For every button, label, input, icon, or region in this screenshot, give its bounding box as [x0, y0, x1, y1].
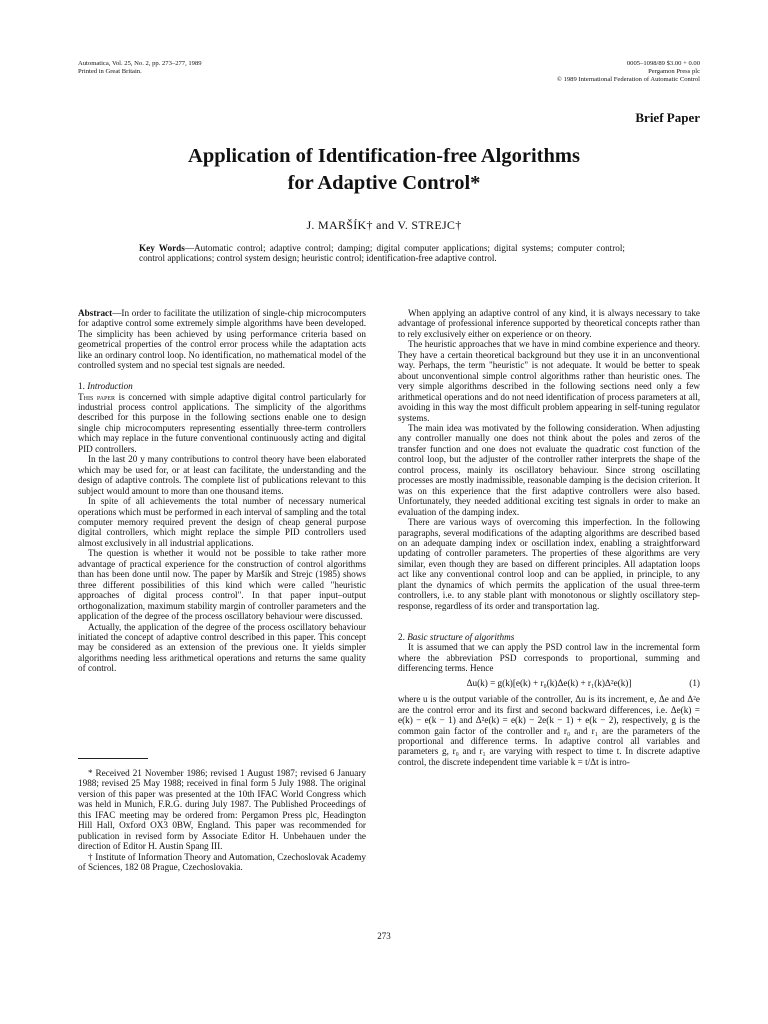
abstract-label: Abstract: [78, 308, 113, 318]
footnotes: [78, 768, 366, 873]
right-column: [398, 308, 700, 767]
title-line-1: Application of Identification-free Algorithms: [188, 145, 580, 167]
paragraph: The main idea was motivated by the following consideration. When adjusting any controller manually one does not think about the poles and zeros of the transfer function and one does not evaluate the quadratic cost function of the control loop, but the adjuster of the controller rather interprets the shape of the control process, mainly its oscillatory behaviour. Since strong oscillating processes are mostly inadmissible, reasonable damping is the decision criterion. It was on this experience that the first adaptive controllers were also based. Unfortunately, they needed additional exciting test signals in order to make an evaluation of the damping index.: [398, 422, 700, 517]
printed-location: Printed in Great Britain.: [78, 68, 142, 75]
paragraph: where u is the output variable of the controller, Δu is its increment, e, Δe and Δ²e are the control error and its first and second backward differences, i.e. Δe(k) = e(k) − e(k − 1) and Δ²e(k) = e(k) − 2e(k − 1) + e(k − 2), respectively, g is the common gain factor of the controller and r₀ and r₁ are the parameters of the proportional and difference terms. In adaptive control all variables and parameters g, r₀ and r₁ are varying with respect to time t. In discrete adaptive control, the discrete independent time variable k = t/Δt is intro-: [398, 694, 700, 767]
paragraph: The question is whether it would not be possible to take rather more advantage of practical experience for the construction of control algorithms than has been done until now. The paper by Maršík and Strejc (1985) shows three different possibilities of this kind which were called "heuristic approaches of digital process control". In that paper input–output orthogonalization, maximum stability margin of controller parameters and the application of the degree of the process oscillatory behaviour were discussed.: [78, 548, 366, 622]
equation-text: Δu(k) = g(k)[e(k) + r₀(k)Δe(k) + r₁(k)Δ²e(k)]: [466, 677, 632, 688]
section-1-title: Introduction: [87, 381, 133, 392]
keywords-text: —Automatic control; adaptive control; damping; digital computer applications; digital systems; computer control; control applications; control system design; heuristic control; identification-free adaptive control.: [139, 243, 625, 264]
paper-title: [0, 143, 768, 197]
keywords-label: Key Words: [139, 243, 185, 253]
abstract: [78, 308, 366, 371]
equation-1: [398, 678, 700, 688]
keywords: [139, 243, 625, 264]
footnote-institute: † Institute of Information Theory and Automation, Czechoslovak Academy of Sciences, 182 08 Prague, Czechoslovakia.: [78, 851, 366, 873]
article-type: Brief Paper: [635, 110, 700, 125]
paragraph: There are various ways of overcoming this imperfection. In the following paragraphs, several modifications of the adapting algorithms are described based on an adequate damping index or oscillation index, enabling a straightforward updating of controller parameters. The properties of these algorithms are very similar, even though they are based on different principles. All adaptation loops act like any conventional control loop and can be applied, in principle, to any plant the dynamics of which permits the application of the usual three-term controllers, i.e. to any stable plant with monotonous or slightly oscillatory step-response, regardless of its order and transportation lag.: [398, 517, 700, 611]
publisher: Pergamon Press plc: [648, 68, 700, 75]
footnote-received: * Received 21 November 1986; revised 1 August 1987; revised 6 January 1988; revised 25 May 1988; received in final form 5 July 1988. The original version of this paper was presented at the 10th IFAC World Congress which was held in Munich, F.R.G. during July 1987. The Published Proceedings of this IFAC meeting may be ordered from: Pergamon Press plc, Headington Hill Hall, Oxford OX3 0BW, England. This paper was recommended for publication in revised form by Associate Editor H. Unbehauen under the direction of Editor H. Austin Spang III.: [78, 768, 366, 852]
paragraph: In spite of all achievements the total number of necessary numerical operations which must be performed in each interval of sampling and the total computer memory required prevent the design of cheap general purpose digital controllers, which might replace the simple PID controllers used almost exclusively in all industrial applications.: [78, 496, 366, 548]
title-line-2: for Adaptive Control*: [287, 172, 481, 194]
abstract-text: —In order to facilitate the utilization of single-chip microcomputers for adaptive control some extremely simple algorithms have been developed. The simplicity has been achieved by using performance criteria based on geometrical properties of the control error process while the adaptation acts like an ordinary control loop. No identification, no mathematical model of the controlled system and no special test signals are needed.: [78, 308, 366, 371]
lead-in: This paper: [78, 391, 116, 402]
paragraph: This paper is concerned with simple adaptive digital control particularly for industrial process control applications. The simplicity of the algorithms described for this purpose in the following sections enable one to design single chip microcomputers representing essentially three-term controllers which may replace in the future conventional continuously acting and digital PID controllers.: [78, 391, 366, 454]
paragraph: In the last 20 y many contributions to control theory have been elaborated which may be used for, or at least can facilitate, the understanding and the design of adaptive controls. The complete list of publications relevant to this subject would amount to more than one thousand items.: [78, 454, 366, 496]
section-1-heading: 1. Introduction: [78, 381, 133, 392]
authors: J. MARŠÍK† and V. STREJC†: [306, 218, 462, 232]
footnote-rule: [78, 758, 148, 759]
paragraph: When applying an adaptive control of any kind, it is always necessary to take advantage of professional inference supported by theoretical concepts rather than to rely exclusively either on experience or on theory.: [398, 308, 700, 339]
journal-citation: Automatica, Vol. 25, No. 2, pp. 273–277, 1989: [78, 60, 202, 67]
paragraph: It is assumed that we can apply the PSD control law in the incremental form where the abbreviation PSD corresponds to proportional, summing and differencing terms. Hence: [398, 642, 700, 674]
left-column: [78, 308, 366, 674]
journal-header-left: [78, 60, 202, 76]
section-2-heading: 2. Basic structure of algorithms: [398, 631, 515, 642]
equation-number: (1): [689, 677, 700, 688]
copyright: © 1989 International Federation of Automatic Control: [556, 76, 700, 83]
journal-header-right: [557, 60, 700, 84]
page-number: 273: [377, 931, 391, 941]
price-code: 0005–1098/89 $3.00 + 0.00: [626, 60, 700, 67]
section-2-title: Basic structure of algorithms: [407, 631, 515, 642]
paragraph: The heuristic approaches that we have in mind combine experience and theory. They have a certain theoretical background but they use it in an unconventional way. Perhaps, the term "heuristic" is not adequate. It would be better to speak about unconventional simple control algorithms rather than heuristic ones. The very simple algorithms described in the following sections need only a few arithmetical operations and do not need identification of process parameters at all, avoiding in this way the most difficult problem appearing in self-tuning regulator systems.: [398, 339, 700, 423]
paragraph-continues: Actually, the application of the degree of the process oscillatory behaviour initiated the concept of adaptive control described in this paper. This concept may be considered as an extension of the previous one. It yields simpler algorithms needing less arithmetical operations and returns the same quality of control.: [78, 621, 366, 674]
